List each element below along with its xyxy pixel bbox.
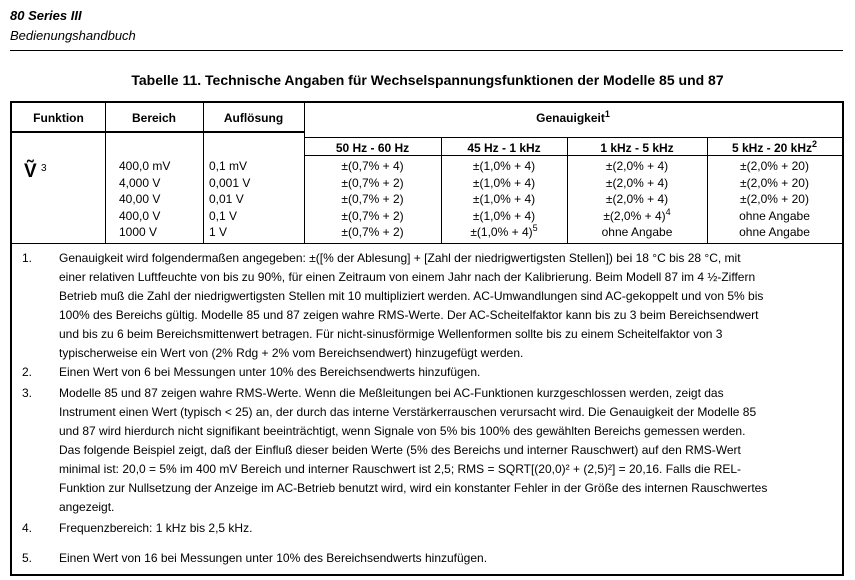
table-cell: 400,0 mV (119, 159, 171, 173)
table-cell: ±(1,0% + 4) (472, 208, 536, 223)
freq1-column (304, 158, 441, 241)
table-cell: 40,00 V (119, 192, 161, 206)
header-bereich: Bereich (131, 111, 177, 125)
table-cell: ±(1,0% + 4) (472, 159, 536, 173)
row-divider (12, 132, 304, 133)
table-cell: ±(2,0% + 20) (740, 175, 809, 190)
table-cell: ohne Angabe (739, 208, 810, 223)
footnote-number: 4. (22, 521, 33, 535)
header-rule (10, 50, 843, 51)
table-cell: 0,1 mV (209, 159, 248, 173)
row-divider (304, 155, 842, 156)
header-funktion: Funktion (33, 111, 84, 125)
function-sup: 3 (41, 163, 47, 174)
table-cell: ±(2,0% + 20) (740, 159, 809, 173)
table-cell: ±(2,0% + 4) (605, 192, 669, 206)
table-cell: ±(1,0% + 4) (472, 192, 536, 206)
header-genauigkeit: Genauigkeit$^1$ (536, 109, 610, 125)
table-cell: 1000 V (119, 225, 158, 239)
table-cell: ±(2,0% + 4) (605, 175, 669, 190)
footnote-text: Modelle 85 und 87 zeigen wahre RMS-Werte. Wenn die Meßleitungen bei AC-Funktionen kurzgeschlossen werden, zeigt das Instrument einen Wert (typisch < 25) an, der durch das interne Verstärkerrauschen verursacht wird. Die Genauigkeit der Modelle 85 und 87 wird hierdurch nicht signifikant beeinträchtigt, wenn Signale von 5% bis 100% des gewählten Bereichs gemessen werden. Das folgende Beispiel zeigt, daß der Einfluß dieser beiden Werte (5% des Bereichs und interner Rauschwert) auf den RMS-Wert minimal ist: 20,0 = 5% im 400 mV Bereich und interner Rauschwert ist 2,5; RMS = SQRT[(20,0)² + (2,5)²] = 20,16. Falls die REL- Funktion zur Nullsetzung der Anzeige im AC-Betrieb benutzt wird, wird ein konstanter Fehler in der Größe des internen Rauschwertes angezeigt. (59, 386, 768, 514)
footnote-number: 5. (22, 551, 33, 565)
footnote-text: Frequenzbereich: 1 kHz bis 2,5 kHz. (59, 521, 253, 535)
freq-header: 5 kHz - 20 kHz$^2$ (731, 139, 818, 155)
aufloesung-column (209, 158, 250, 241)
row-divider (12, 243, 842, 244)
table-cell: 400,0 V (119, 208, 161, 223)
freq3-column (567, 158, 707, 241)
table-cell: ±(0,7% + 4) (341, 159, 404, 173)
table-cell: 1 V (209, 225, 228, 239)
table-cell: ohne Angabe (601, 225, 673, 239)
table-cell: 0,001 V (209, 175, 251, 190)
table-title: Tabelle 11. Technische Angaben für Wechselspannungsfunktionen der Modelle 85 und 87 (131, 72, 724, 88)
table-cell: ohne Angabe (739, 225, 810, 239)
series-title: 80 Series III (10, 8, 82, 23)
bereich-column (119, 158, 170, 241)
table-cell: 0,1 V (209, 208, 238, 223)
ac-voltage-symbol: Ṽ (24, 161, 37, 182)
freq2-column (441, 158, 567, 241)
header-aufloesung: Auflösung (223, 111, 284, 125)
spec-table (10, 101, 844, 576)
freq4-column (707, 158, 842, 241)
footnote-text: Genauigkeit wird folgendermaßen angegeben: ±([% der Ablesung] + [Zahl der niedrigwertigsten Stellen]) bei 18 °C bis 28 °C, mit einer relativen Luftfeuchte von bis zu 90%, für einen Zeitraum von einem Jahr nach der Kalibrierung. Beim Modell 87 im 4 ½-Ziffern Betrieb muß die Zahl der niedrigwertigsten Stellen mit 10 multipliziert werden. AC-Umwandlungen sind AC-gekoppelt und von 5% bis 100% des Bereichs gültig. Modelle 85 und 87 zeigen wahre RMS-Werte. Der AC-Scheitelfaktor kann bis zu 3 beim Bereichsendwert und bis zu 6 beim Bereichsmittenwert betragen. Für nicht-sinusförmige Wellenformen sollte bis zu einem Scheitelfaktor von 3 typischerweise ein Wert von (2% Rdg + 2% vom Bereichsendwert) hinzugefügt werden. (59, 251, 764, 360)
footnote-number: 3. (22, 386, 33, 400)
freq-header: 1 kHz - 5 kHz (600, 141, 674, 155)
table-cell: 0,01 V (209, 192, 244, 206)
table-cell: ±(2,0% + 20) (740, 192, 809, 206)
table-cell: $\pm(1,0\% + 4)^5$ (470, 223, 538, 239)
footnote-number: 2. (22, 365, 33, 379)
table-cell: ±(0,7% + 2) (341, 225, 404, 239)
footnote-text: Einen Wert von 16 bei Messungen unter 10% des Bereichsendwerts hinzufügen. (59, 551, 488, 565)
table-cell: ±(0,7% + 2) (341, 175, 404, 190)
freq-header: 50 Hz - 60 Hz (335, 141, 410, 155)
footnote-number: 1. (22, 251, 33, 265)
table-cell: ±(0,7% + 2) (341, 192, 404, 206)
row-divider (304, 137, 842, 138)
table-cell: 4,000 V (119, 175, 161, 190)
table-cell: ±(2,0% + 4) (605, 159, 669, 173)
table-cell: ±(1,0% + 4) (472, 175, 536, 190)
table-cell: $\pm(2,0\% + 4)^4$ (603, 206, 671, 223)
manual-title: Bedienungshandbuch (10, 28, 136, 43)
table-cell: ±(0,7% + 2) (341, 208, 404, 223)
footnote-text: Einen Wert von 6 bei Messungen unter 10% des Bereichsendwerts hinzufügen. (59, 365, 481, 379)
freq-header: 45 Hz - 1 kHz (467, 141, 541, 155)
